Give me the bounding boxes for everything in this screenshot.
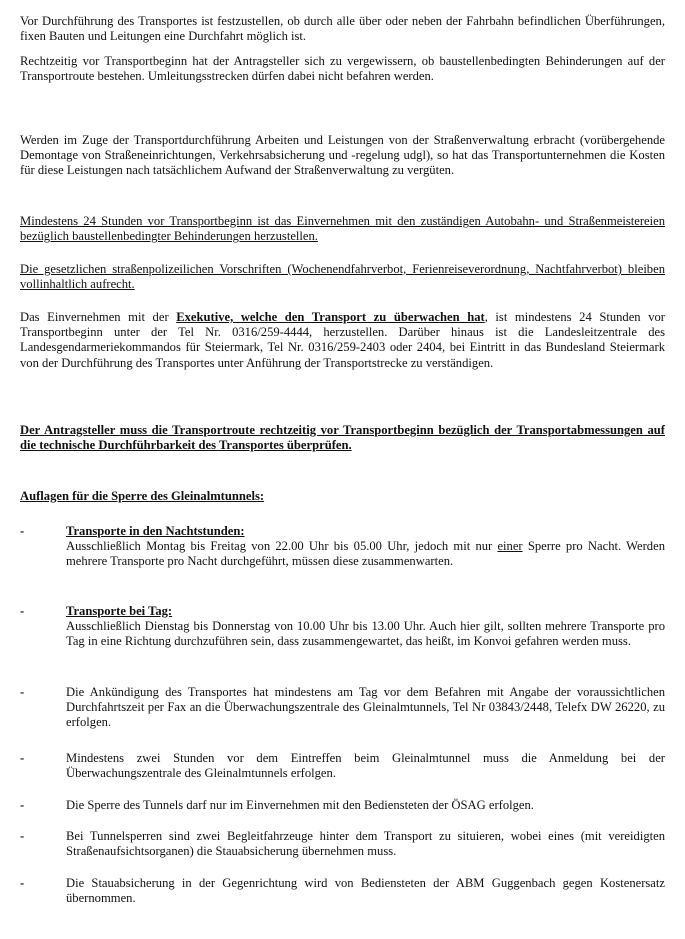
list-item-body xyxy=(66,604,665,650)
bullet-marker: - xyxy=(20,685,25,699)
list-item-text: Ausschließlich Dienstag bis Donnerstag von 10.00 Uhr bis 13.00 Uhr. Auch hier gilt, sollten mehrere Transporte pro Tag in eine Richtung durchzuführen sein, dass zusammengewartet, das heißt, im Konvoi gefahren werden muss. xyxy=(66,619,665,649)
executive-text-after: , ist mindestens 24 Stunden vor Transportbeginn unter der Tel Nr. 0316/259-4444, herzustellen. Darüber hinaus ist die Landesleitzentrale des Landesgendarmeriekommandos für Steiermark, Tel Nr. 0316/259-2403 oder 2404, bei Eintritt in das Bundesland Steiermark von der Durchführung des Transportes unter Anführung der Transportstrecke zu verständigen. xyxy=(20,310,665,370)
list-item-text-underlined: einer xyxy=(497,539,523,554)
list-item-text-after: Sperre pro Nacht. Werden mehrere Transporte pro Nacht durchgeführt, müssen diese zusammenwarten. xyxy=(66,539,665,569)
list-item-body xyxy=(66,524,665,570)
paragraph-road-administration-costs: Werden im Zuge der Transportdurchführung Arbeiten und Leistungen von der Straßenverwaltung erbracht (vorübergehende Demontage von Straßeneinrichtungen, Verkehrsabsicherung und -regelung udgl), so hat das Transportunternehmen die Kosten für diese Leistungen nach tatsächlichem Aufwand der Straßenverwaltung zu vergüten. xyxy=(20,133,665,178)
paragraph-executive-agreement xyxy=(20,310,665,371)
executive-text-before: Das Einvernehmen mit der xyxy=(20,310,177,324)
list-item-title: Transporte bei Tag: xyxy=(66,604,173,618)
list-item-title: Transporte in den Nachtstunden: xyxy=(66,524,245,538)
list-item-body: Die Stauabsicherung in der Gegenrichtung wird von Bediensteten der ABM Guggenbach gegen Kostenersatz übernommen. xyxy=(66,876,665,906)
paragraph-motorway-agreement: Mindestens 24 Stunden vor Transportbeginn ist das Einvernehmen mit den zuständigen Autobahn- und Straßenmeistereien bezüglich baustellenbedingter Behinderungen herzustellen. xyxy=(20,214,665,244)
bullet-marker: - xyxy=(20,524,25,538)
bullet-marker: - xyxy=(20,604,25,618)
list-item-body: Bei Tunnelsperren sind zwei Begleitfahrzeuge hinter dem Transport zu situieren, wobei eines (mit vereidigten Straßenaufsichtsorganen) die Stauabsicherung übernehmen muss. xyxy=(66,829,665,859)
section-heading-tunnel: Auflagen für die Sperre des Gleinalmtunnels: xyxy=(20,489,265,503)
bullet-marker: - xyxy=(20,876,25,890)
list-item-body: Die Ankündigung des Transportes hat mindestens am Tag vor dem Befahren mit Angabe der voraussichtlichen Durchfahrtszeit per Fax an die Überwachungszentrale des Gleinalmtunnels, Tel Nr 03843/2448, Telefx DW 26220, zu erfolgen. xyxy=(66,685,665,730)
executive-text-underlined: Exekutive, welche den Transport zu überwachen hat xyxy=(176,310,485,324)
bullet-marker: - xyxy=(20,751,25,765)
bullet-marker: - xyxy=(20,829,25,843)
paragraph-traffic-regulations: Die gesetzlichen straßenpolizeilichen Vorschriften (Wochenendfahrverbot, Ferienreiseverordnung, Nachtfahrverbot) bleiben vollinhaltlich aufrecht. xyxy=(20,262,665,292)
bullet-marker: - xyxy=(20,798,25,812)
paragraph-construction-check: Rechtzeitig vor Transportbeginn hat der Antragsteller sich zu vergewissern, ob baustellenbedingten Behinderungen auf der Transportroute bestehen. Umleitungsstrecken dürfen dabei nicht befahren werden. xyxy=(20,54,665,84)
paragraph-route-check: Der Antragsteller muss die Transportroute rechtzeitig vor Transportbeginn bezüglich der Transportabmessungen auf die technische Durchführbarkeit des Transportes überprüfen. xyxy=(20,423,665,453)
paragraph-clearance-check: Vor Durchführung des Transportes ist festzustellen, ob durch alle über oder neben der Fahrbahn befindlichen Überführungen, fixen Bauten und Leitungen eine Durchfahrt möglich ist. xyxy=(20,14,665,44)
list-item-body: Die Sperre des Tunnels darf nur im Einvernehmen mit den Bediensteten der ÖSAG erfolgen. xyxy=(66,798,534,812)
list-item-body: Mindestens zwei Stunden vor dem Eintreffen beim Gleinalmtunnel muss die Anmeldung bei der Überwachungszentrale des Gleinalmtunnels erfolgen. xyxy=(66,751,665,781)
list-item-text: Ausschließlich Montag bis Freitag von 22.00 Uhr bis 05.00 Uhr, jedoch mit nur xyxy=(66,539,498,554)
